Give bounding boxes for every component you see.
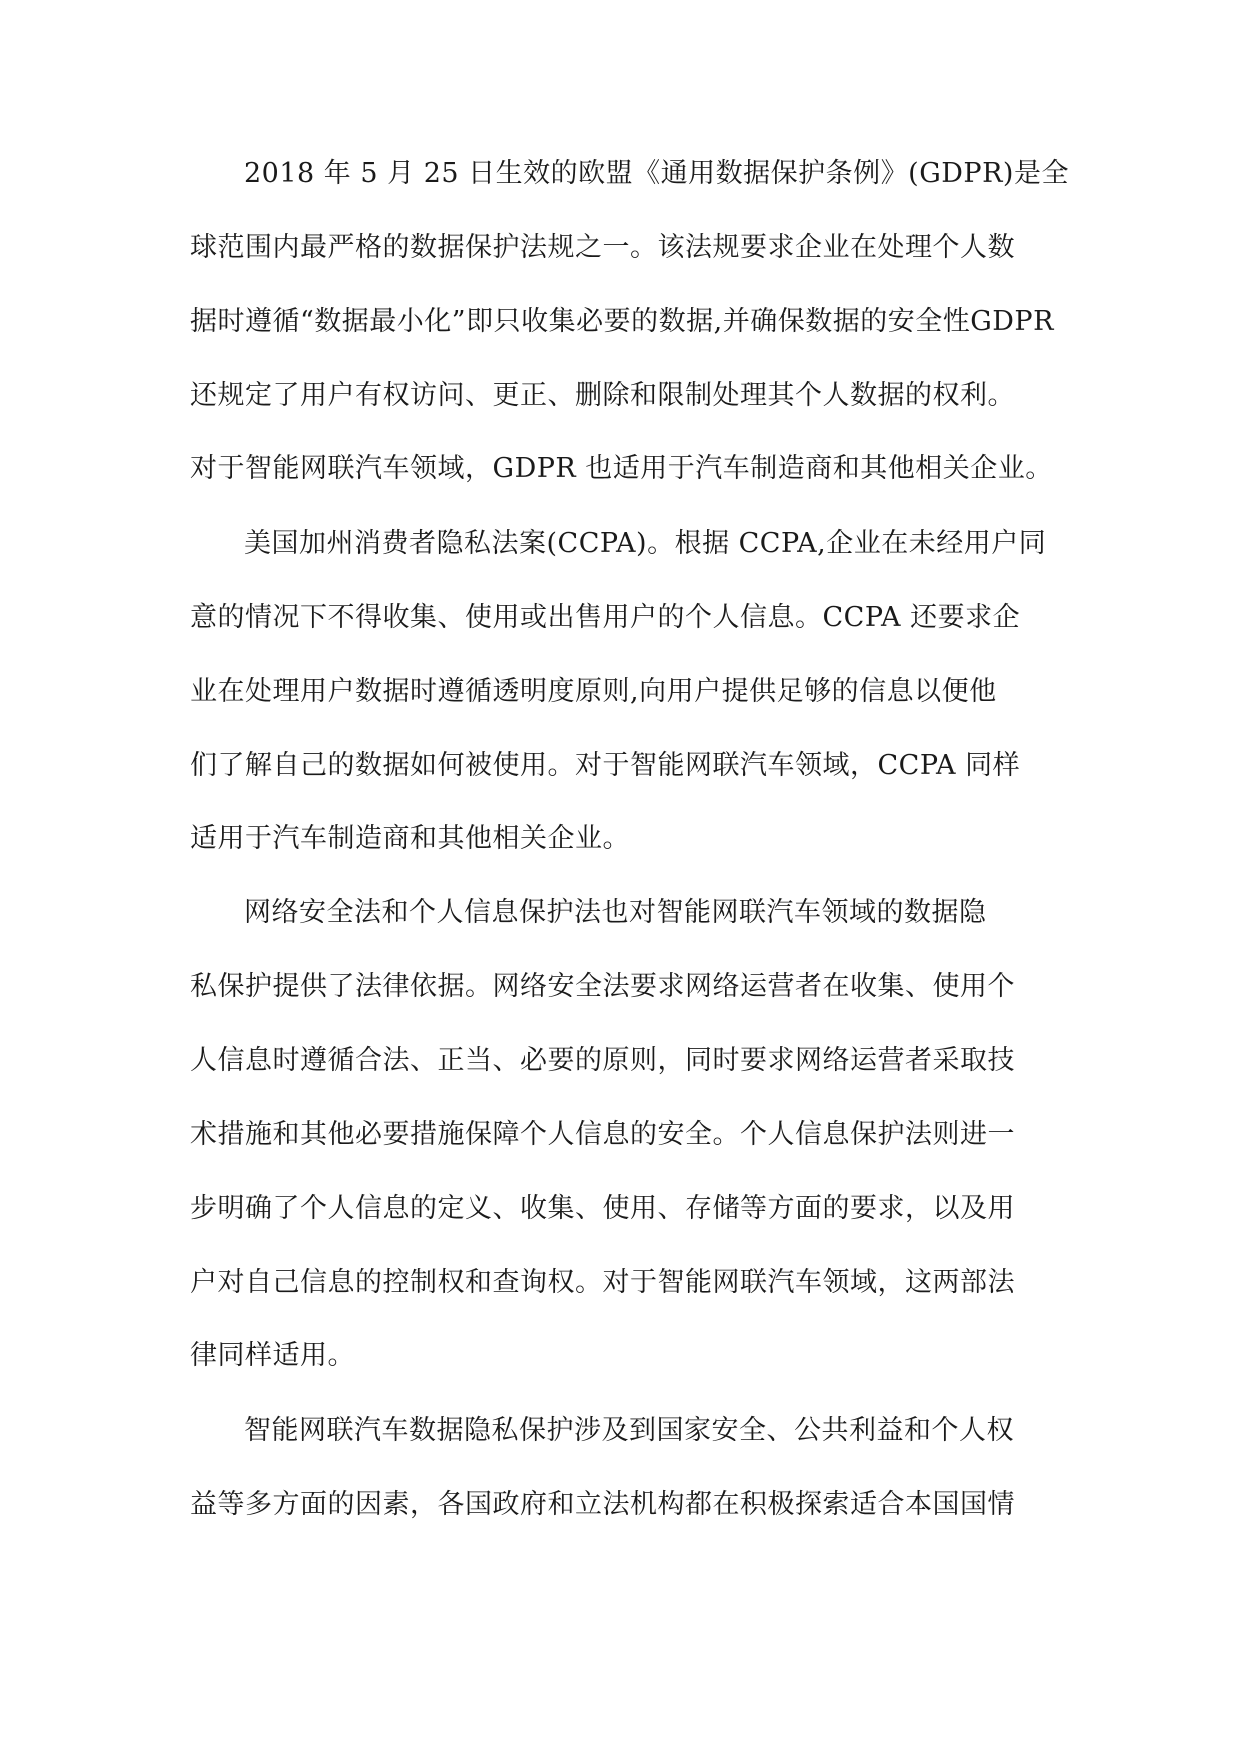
paragraph-4-line-2: 益等多方面的因素，各国政府和立法机构都在积极探索适合本国国情 — [190, 1489, 1015, 1520]
paragraph-1-line-1: 2018 年 5 月 25 日生效的欧盟《通用数据保护条例》(GDPR)是全 — [244, 158, 1069, 189]
paragraph-3-line-3: 人信息时遵循合法、正当、必要的原则，同时要求网络运营者采取技 — [190, 1045, 1015, 1076]
paragraph-1-line-2: 球范围内最严格的数据保护法规之一。该法规要求企业在处理个人数 — [190, 232, 1015, 263]
paragraph-2-line-3: 业在处理用户数据时遵循透明度原则,向用户提供足够的信息以便他 — [190, 676, 997, 707]
paragraph-3-line-1: 网络安全法和个人信息保护法也对智能网联汽车领域的数据隐 — [244, 897, 987, 928]
paragraph-2-line-1: 美国加州消费者隐私法案(CCPA)。根据 CCPA,企业在未经用户同 — [244, 528, 1047, 559]
paragraph-3-line-7: 律同样适用。 — [190, 1340, 355, 1371]
paragraph-4-line-1: 智能网联汽车数据隐私保护涉及到国家安全、公共利益和个人权 — [244, 1415, 1014, 1446]
paragraph-3-line-5: 步明确了个人信息的定义、收集、使用、存储等方面的要求，以及用 — [190, 1193, 1015, 1224]
paragraph-2-line-2: 意的情况下不得收集、使用或出售用户的个人信息。CCPA 还要求企 — [190, 602, 1021, 633]
paragraph-2-line-4: 们了解自己的数据如何被使用。对于智能网联汽车领域，CCPA 同样 — [190, 750, 1021, 781]
paragraph-3-line-2: 私保护提供了法律依据。网络安全法要求网络运营者在收集、使用个 — [190, 971, 1015, 1002]
paragraph-1-line-4: 还规定了用户有权访问、更正、删除和限制处理其个人数据的权利。 — [190, 380, 1015, 411]
paragraph-1-line-3: 据时遵循“数据最小化”即只收集必要的数据,并确保数据的安全性GDPR — [190, 306, 1054, 337]
paragraph-2-line-5: 适用于汽车制造商和其他相关企业。 — [190, 823, 630, 854]
paragraph-3-line-4: 术措施和其他必要措施保障个人信息的安全。个人信息保护法则进一 — [190, 1119, 1015, 1150]
paragraph-3-line-6: 户对自己信息的控制权和查询权。对于智能网联汽车领域，这两部法 — [190, 1267, 1015, 1298]
paragraph-1-line-5: 对于智能网联汽车领域，GDPR 也适用于汽车制造商和其他相关企业。 — [190, 453, 1053, 484]
